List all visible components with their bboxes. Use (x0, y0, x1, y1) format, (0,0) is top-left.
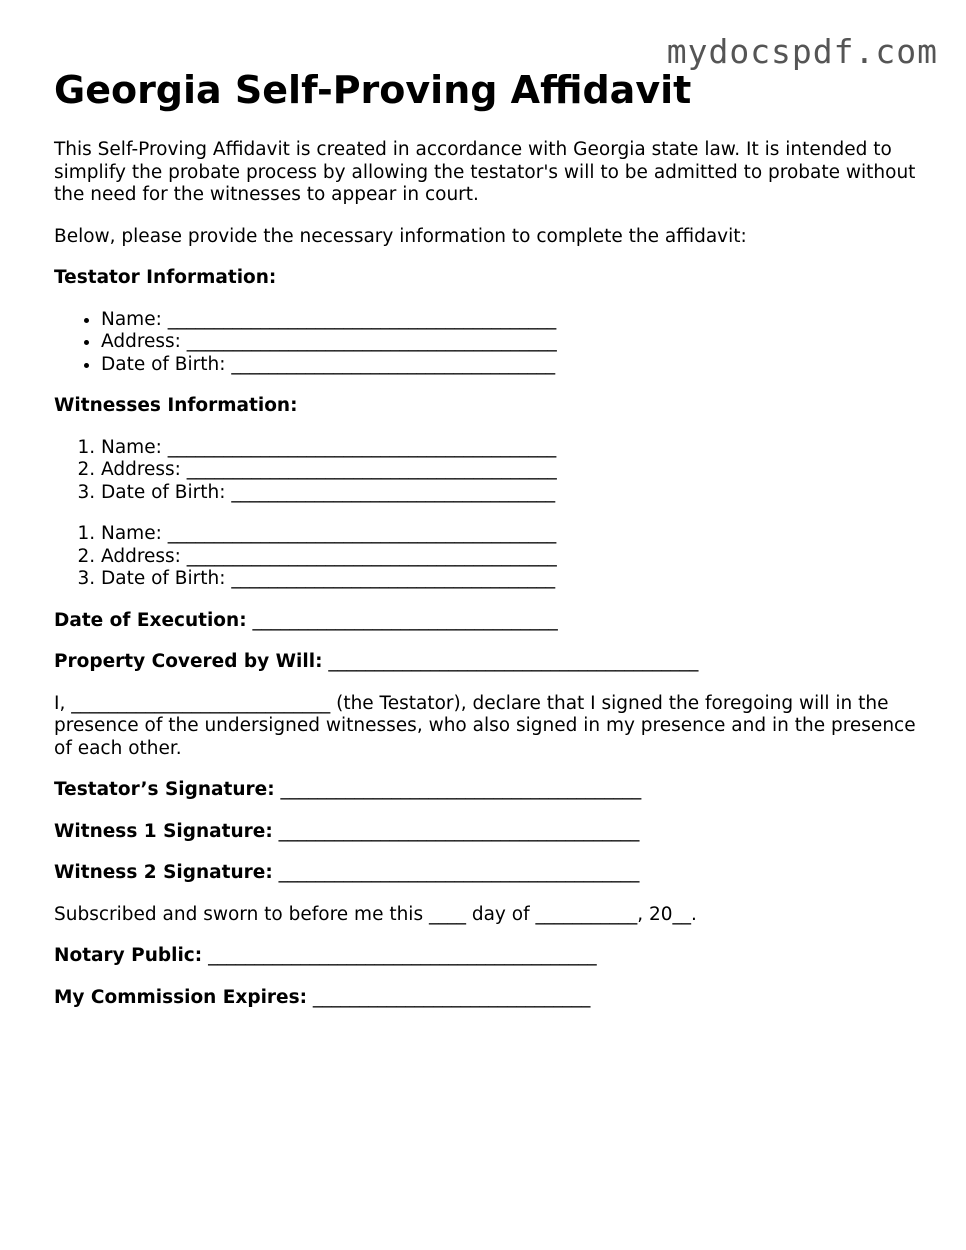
intro-paragraph: This Self-Proving Affidavit is created in accordance with Georgia state law. It is intended to simplify the probate process by allowing the testator's will to be admitted to probate without the need for the witnesses to appear in court. (54, 139, 916, 205)
commission-field[interactable]: ______________________________ (312, 986, 591, 1008)
testator-signature-label: Testator’s Signature: (54, 779, 275, 800)
witnesses-heading: Witnesses Information: (54, 395, 298, 416)
watermark: mydocspdf.com (666, 32, 938, 71)
witness1-signature-label: Witness 1 Signature: (54, 820, 273, 842)
testator-signature-field[interactable]: _______________________________________ (280, 779, 642, 800)
document-body (54, 139, 924, 1028)
date-execution-label: Date of Execution: (54, 609, 247, 631)
witness2-signature-label: Witness 2 Signature: (54, 862, 273, 883)
witness2-fields-list (54, 523, 924, 591)
commission-label: My Commission Expires: (54, 986, 308, 1008)
date-execution-line (54, 610, 924, 633)
witness1-address-field[interactable]: 2. Address: ________________________________________ (101, 459, 924, 482)
testator-name-field[interactable]: • Name: __________________________________________ (101, 309, 924, 332)
subscribed-line: Subscribed and sworn to before me this ____ day of ___________, 20__. (54, 903, 697, 925)
witness1-fields-list (54, 437, 924, 505)
testator-address-field[interactable]: • Address: ________________________________________ (101, 331, 924, 354)
date-execution-field[interactable]: _________________________________ (252, 609, 558, 631)
witness2-signature-field[interactable]: _______________________________________ (278, 862, 640, 883)
notary-label: Notary Public: (54, 945, 203, 966)
notary-field[interactable]: __________________________________________ (208, 945, 597, 966)
witness1-name-field[interactable]: 1. Name: __________________________________________ (101, 437, 924, 460)
witness2-signature-line (54, 862, 924, 885)
notary-line (54, 945, 924, 968)
instruction-paragraph: Below, please provide the necessary information to complete the affidavit: (54, 225, 747, 247)
witness2-name-field[interactable]: 1. Name: __________________________________________ (101, 523, 924, 546)
declaration-paragraph: I, ____________________________ (the Testator), declare that I signed the foregoing will in the presence of the undersigned witnesses, who also signed in my presence and in the presence of each other. (54, 692, 916, 759)
witness1-signature-line (54, 821, 924, 844)
witness1-signature-field[interactable]: _______________________________________ (278, 820, 640, 842)
commission-line (54, 987, 924, 1010)
witness2-dob-field[interactable]: 3. Date of Birth: ___________________________________ (101, 568, 924, 591)
property-field[interactable]: ________________________________________ (328, 651, 699, 672)
testator-fields-list (54, 309, 924, 377)
witness1-dob-field[interactable]: 3. Date of Birth: ___________________________________ (101, 482, 924, 505)
testator-dob-field[interactable]: • Date of Birth: ___________________________________ (101, 354, 924, 377)
witness2-address-field[interactable]: 2. Address: ________________________________________ (101, 546, 924, 569)
page-title: Georgia Self-Proving Affidavit (54, 68, 692, 112)
property-label: Property Covered by Will: (54, 651, 323, 672)
property-line (54, 651, 924, 674)
testator-heading: Testator Information: (54, 267, 277, 288)
testator-signature-line (54, 779, 924, 802)
